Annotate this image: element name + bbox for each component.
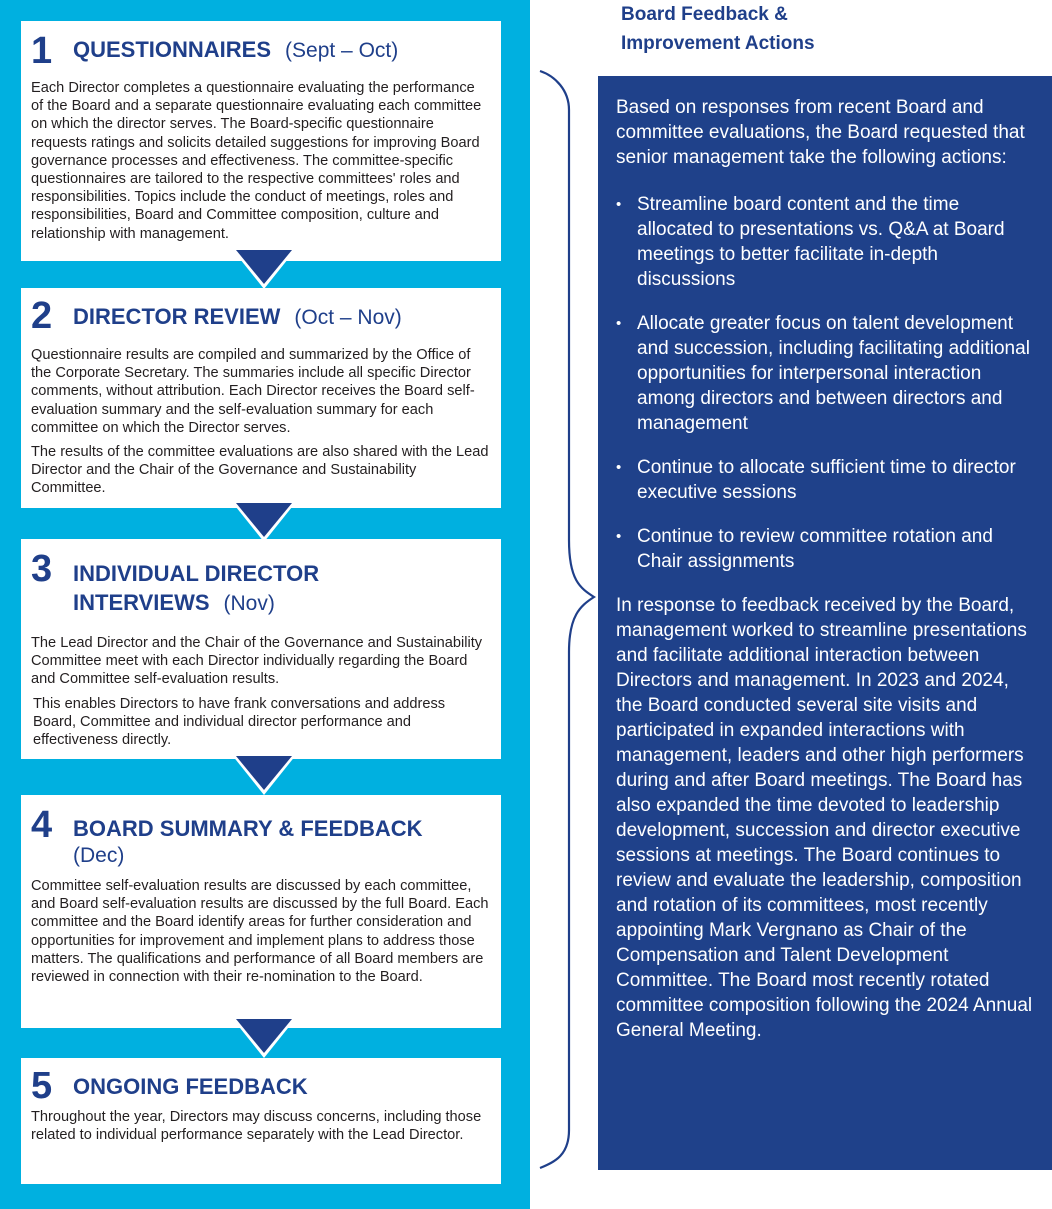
step-number: 4 xyxy=(31,804,53,846)
action-list xyxy=(616,192,1034,574)
feedback-response: In response to feedback received by the Board, management worked to streamline presentations and facilitate additional interaction between Directors and management. In 2023 and 2024, the Board conducted several site visits and participated in expanded interactions with management, leaders and other high performers during and after Board meetings. The Board has also expanded the time devoted to leadership development, succession and director executive sessions at meetings. The Board continues to review and evaluate the leadership, composition and rotation of its committees, most recently appointing Mark Vergnano as Chair of the Compensation and Talent Development Committee. The Board most recently rotated committee composition following the 2024 Annual General Meeting. xyxy=(616,595,1033,1041)
step-header xyxy=(31,21,489,71)
feedback-section-title xyxy=(621,0,815,58)
step-paragraph: Committee self-evaluation results are discussed by each committee, and Board self-evaluation results are discussed by the full Board. Each committee and the Board identify areas for further consideration and opportunities for improvement and implement plans to address those matters. The qualifications and performance of all Board members are reviewed in connection with their re-nomination to the Board. xyxy=(31,878,489,986)
step-period: (Oct – Nov) xyxy=(294,306,402,329)
action-item xyxy=(616,524,1034,574)
down-arrow-icon xyxy=(236,756,292,790)
step-number: 1 xyxy=(31,30,53,72)
curly-brace-connector xyxy=(525,60,605,1180)
action-item xyxy=(616,192,1034,292)
step-body xyxy=(31,1108,489,1144)
step-paragraph: The Lead Director and the Chair of the Governance and Sustainability Committee meet with each Director individually regarding the Board and Committee self-evaluation results. xyxy=(31,635,483,688)
step-body xyxy=(31,877,489,986)
bullet-icon: • xyxy=(616,528,622,545)
step-title: DIRECTOR REVIEW xyxy=(73,304,281,329)
step-card-questionnaires xyxy=(21,21,501,261)
feedback-actions-panel xyxy=(598,76,1052,1170)
step-number: 3 xyxy=(31,548,53,590)
step-title-line-1: INDIVIDUAL DIRECTOR xyxy=(73,561,320,586)
step-title: ONGOING FEEDBACK xyxy=(73,1074,308,1099)
step-card-individual-director-interviews xyxy=(21,539,501,759)
action-text: Allocate greater focus on talent development and succession, including facilitating additional opportunities for interpersonal interaction among directors and between directors and management xyxy=(637,313,1030,434)
step-paragraph: Each Director completes a questionnaire evaluating the performance of the Board and a separate questionnaire evaluating each committee on which the director serves. The Board-specific questionnaire requests ratings and solicits detailed suggestions for improving Board governance processes and effectiveness. The committee-specific questionnaires are tailored to the respective committees' roles and responsibilities. Topics include the conduct of meetings, roles and responsibilities, Board and Committee composition, culture and relationship with management. xyxy=(31,80,482,242)
action-text: Continue to review committee rotation and Chair assignments xyxy=(637,526,993,572)
down-arrow-icon xyxy=(236,503,292,537)
step-paragraph: Throughout the year, Directors may discuss concerns, including those related to individual performance separately with the Lead Director. xyxy=(31,1109,482,1144)
step-period: (Nov) xyxy=(223,592,275,615)
action-item xyxy=(616,455,1034,505)
action-item xyxy=(616,311,1034,436)
step-body xyxy=(31,346,489,498)
step-header xyxy=(31,288,489,336)
step-title: QUESTIONNAIRES xyxy=(73,37,272,62)
action-text: Continue to allocate sufficient time to director executive sessions xyxy=(637,457,1016,503)
step-body xyxy=(31,634,489,749)
step-paragraph: The results of the committee evaluations are also shared with the Lead Director and the Chair of the Governance and Sustainability Committee. xyxy=(31,444,489,497)
action-text: Streamline board content and the time allocated to presentations vs. Q&A at Board meetings to better facilitate in-depth discussions xyxy=(637,194,1005,290)
feedback-intro: Based on responses from recent Board and committee evaluations, the Board requested that senior management take the following actions: xyxy=(616,97,1025,168)
feedback-title-line-2: Improvement Actions xyxy=(621,33,815,54)
bullet-icon: • xyxy=(616,459,622,476)
down-arrow-icon xyxy=(236,1019,292,1053)
step-header xyxy=(31,1058,489,1106)
step-body xyxy=(31,79,489,243)
step-card-ongoing-feedback xyxy=(21,1058,501,1184)
step-number: 5 xyxy=(31,1065,53,1107)
step-title: BOARD SUMMARY & FEEDBACK xyxy=(73,816,423,841)
step-header xyxy=(31,539,489,618)
feedback-title-line-1: Board Feedback & xyxy=(621,4,788,25)
step-number: 2 xyxy=(31,295,53,337)
step-period: (Dec) xyxy=(73,844,125,867)
down-arrow-icon xyxy=(236,250,292,284)
bullet-icon: • xyxy=(616,196,622,213)
step-card-director-review xyxy=(21,288,501,508)
step-paragraph: Questionnaire results are compiled and summarized by the Office of the Corporate Secretary. The summaries include all specific Director comments, without attribution. Each Director receives the Board self-evaluation summary and the self-evaluation summary for each committee on which the Director serves. xyxy=(31,347,475,436)
step-card-board-summary-feedback xyxy=(21,795,501,1028)
step-header xyxy=(31,795,489,869)
bullet-icon: • xyxy=(616,315,622,332)
step-paragraph: This enables Directors to have frank conversations and address Board, Committee and individual director performance and effectiveness directly. xyxy=(33,695,446,749)
step-period: (Sept – Oct) xyxy=(285,39,399,62)
step-title-line-2: INTERVIEWS xyxy=(73,590,210,615)
